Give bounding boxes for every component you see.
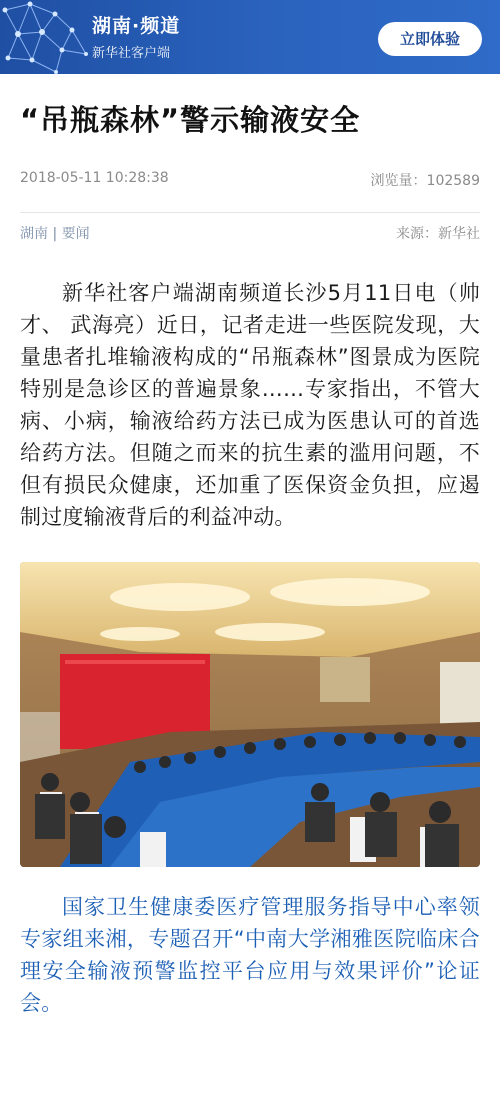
article <box>0 100 500 1019</box>
category-link[interactable]: 湖南 | 要闻 <box>20 226 90 242</box>
top-banner <box>0 0 500 74</box>
publish-datetime: 2018-05-11 10:28:38 <box>20 170 169 186</box>
meeting-photo[interactable] <box>20 562 480 867</box>
article-meta <box>20 170 480 190</box>
article-title: “吊瓶森林”警示输液安全 <box>20 103 361 137</box>
view-count: 浏览量：102589 <box>370 173 480 189</box>
brand-block <box>92 14 180 64</box>
photo-caption: 国家卫生健康委医疗管理服务指导中心率领专家组来湘，专题召开“中南大学湘雅医院临床合理安全输液预警监控平台应用与效果评价”论证会。 <box>20 895 480 1015</box>
meta-divider <box>20 212 480 213</box>
article-source: 来源：新华社 <box>396 226 480 242</box>
app-subtitle: 新华社客户端 <box>92 46 171 61</box>
article-body-paragraph: 新华社客户端湖南频道长沙5月11日电（帅才、 武海亮）近日，记者走进一些医院发现，大量患者扎堆输液构成的“吊瓶森林”图景成为医院特别是急诊区的普遍景象……专家指出，不管大病、小病，输液给药方法已成为医患认可的首选给药方法。但随之而来的抗生素的滥用问题，不但有损民众健康，还加重了医保资金负担，应遏制过度输液背后的利益冲动。 <box>20 281 480 529</box>
channel-name: 湖南·频道 <box>92 15 181 37</box>
try-now-button[interactable]: 立即体验 <box>378 22 482 56</box>
network-logo-icon <box>0 0 90 74</box>
article-source-row <box>20 223 480 243</box>
